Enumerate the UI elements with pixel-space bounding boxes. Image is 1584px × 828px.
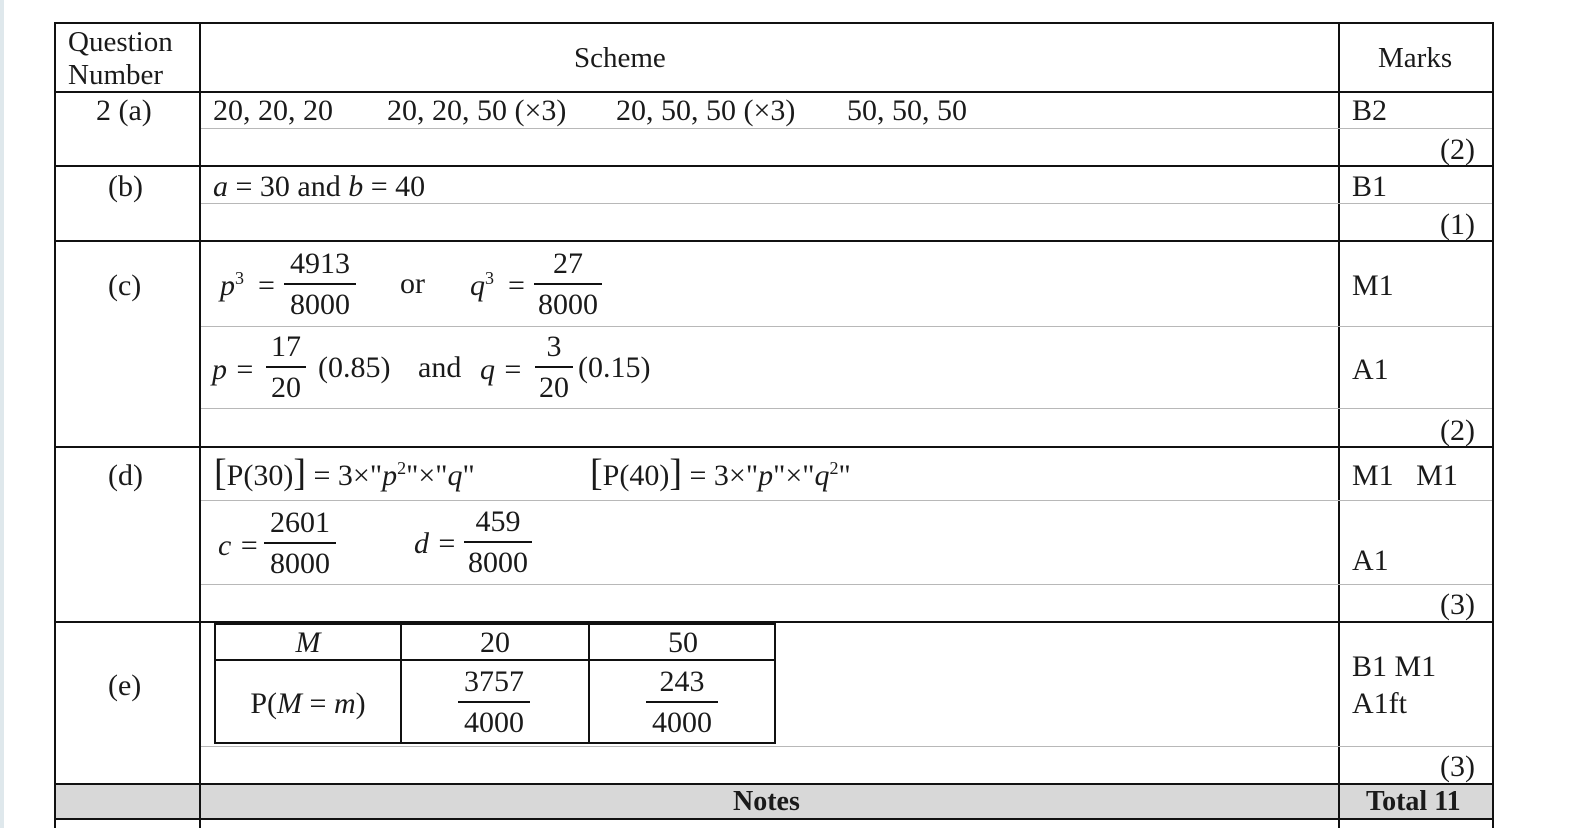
- part-a-outcome-1: 20, 20, 20: [213, 94, 333, 127]
- header-question-number-line2: Number: [68, 59, 164, 91]
- denominator: 8000: [468, 546, 528, 579]
- var-p: p: [758, 459, 774, 492]
- p30: P(30): [226, 459, 294, 492]
- numerator: 243: [646, 666, 718, 703]
- part-b-total: (1): [1440, 208, 1475, 241]
- part-a-label: 2 (a): [96, 94, 152, 127]
- part-b-text1: = 30 and: [228, 170, 349, 203]
- part-d-mark-2: A1: [1352, 544, 1389, 577]
- var-q: q: [470, 269, 485, 302]
- grid-line: [1338, 22, 1340, 828]
- grid-line: [54, 165, 1494, 167]
- var-m-lower: m: [333, 687, 356, 720]
- p-cubed: [220, 270, 244, 302]
- part-d-mark-1: M1 M1: [1352, 459, 1458, 492]
- denominator: 20: [539, 371, 569, 404]
- equals-sign: =: [508, 269, 525, 302]
- numerator: 4913: [284, 248, 356, 285]
- grid-line: [201, 128, 1492, 129]
- p-decimal: (0.85): [318, 351, 391, 384]
- total-marks: Total 11: [1366, 786, 1461, 817]
- and-text: and: [418, 351, 462, 384]
- numerator: 3757: [458, 666, 530, 703]
- rhs: ": [838, 459, 851, 492]
- part-e-label: (e): [108, 669, 142, 702]
- or-text: or: [400, 267, 425, 300]
- header-marks: Marks: [1378, 42, 1453, 74]
- grid-line: [54, 783, 1494, 785]
- prob-50-fraction: [646, 666, 718, 739]
- bracket: ]: [293, 452, 306, 494]
- numerator: 2601: [264, 507, 336, 544]
- part-b-label: (b): [108, 170, 143, 203]
- cube-exponent: 3: [235, 268, 244, 288]
- grid-line: [54, 818, 1494, 820]
- page-edge: [0, 0, 4, 828]
- bracket: [: [214, 452, 227, 494]
- part-c-mark-1: M1: [1352, 269, 1394, 302]
- table-head-m: M: [295, 626, 321, 659]
- equals-sign: =: [258, 269, 275, 302]
- numerator: 27: [534, 248, 602, 285]
- part-b-text2: = 40: [363, 170, 426, 203]
- grid-line: [54, 91, 1494, 93]
- part-a-total: (2): [1440, 133, 1475, 166]
- denominator: 4000: [652, 706, 712, 739]
- denominator: 8000: [270, 547, 330, 580]
- denominator: 4000: [464, 706, 524, 739]
- part-a-mark: B2: [1352, 94, 1388, 127]
- grid-line: [201, 584, 1492, 585]
- part-e-mark-line2: A1ft: [1352, 687, 1407, 720]
- grid-line: [201, 500, 1492, 501]
- q-fraction: [535, 331, 573, 404]
- rhs: "×": [773, 459, 815, 492]
- var-p: p: [382, 459, 398, 492]
- header-scheme: Scheme: [574, 42, 666, 74]
- grid-line: [54, 22, 56, 828]
- part-b-mark: B1: [1352, 170, 1388, 203]
- d-equals: d =: [414, 527, 457, 560]
- var-m-upper: M: [277, 687, 303, 720]
- c-equals: c =: [218, 529, 260, 562]
- grid-line: [201, 326, 1492, 327]
- q3-fraction: [534, 248, 602, 321]
- part-a-outcome-2: 20, 20, 50 (×3): [387, 94, 567, 127]
- part-b-answer: [213, 171, 425, 203]
- p30-expression: [214, 452, 475, 494]
- grid-line: [199, 22, 201, 828]
- row-label-part: =: [302, 687, 334, 720]
- cube-exponent: 3: [485, 268, 494, 288]
- part-d-label: (d): [108, 459, 143, 492]
- p-fraction: [266, 331, 306, 404]
- rhs: "×": [406, 459, 448, 492]
- grid-line: [54, 446, 1494, 448]
- part-c-mark-2: A1: [1352, 353, 1389, 386]
- square-exponent: 2: [829, 458, 839, 478]
- rhs: = 3×": [305, 459, 383, 492]
- numerator: 3: [535, 331, 573, 368]
- grid-line: [54, 22, 1494, 24]
- numerator: 17: [266, 331, 306, 368]
- grid-line: [201, 408, 1492, 409]
- part-a-outcome-3: 20, 50, 50 (×3): [616, 94, 796, 127]
- row-label-part: P(: [250, 687, 278, 720]
- table-head-20: 20: [480, 626, 510, 659]
- grid-line: [1492, 22, 1494, 828]
- p40-expression: [590, 452, 851, 494]
- rhs: ": [462, 459, 475, 492]
- bracket: [: [590, 452, 603, 494]
- denominator: 8000: [290, 288, 350, 321]
- var-p: p: [220, 269, 235, 302]
- q-cubed: [470, 270, 494, 302]
- rhs: = 3×": [681, 459, 759, 492]
- header-question-number-line1: Question: [68, 26, 173, 58]
- part-d-total: (3): [1440, 588, 1475, 621]
- q-decimal: (0.15): [578, 351, 651, 384]
- table-head-50: 50: [668, 626, 698, 659]
- part-a-outcome-4: 50, 50, 50: [847, 94, 967, 127]
- var-a: a: [213, 170, 228, 203]
- denominator: 20: [271, 371, 301, 404]
- p-equals: p =: [212, 353, 255, 386]
- row-label-part: ): [355, 687, 366, 720]
- notes-heading: Notes: [733, 786, 800, 817]
- denominator: 8000: [538, 288, 598, 321]
- var-q: q: [447, 459, 463, 492]
- part-e-total: (3): [1440, 750, 1475, 783]
- part-c-label: (c): [108, 269, 142, 302]
- p40: P(40): [602, 459, 670, 492]
- c-fraction: [264, 507, 336, 580]
- p3-fraction: [284, 248, 356, 321]
- grid-line: [201, 746, 1492, 747]
- table-row-label: [214, 688, 402, 720]
- numerator: 459: [464, 506, 532, 543]
- bracket: ]: [669, 452, 682, 494]
- grid-line: [201, 203, 1492, 204]
- grid-line: [54, 240, 1494, 242]
- d-fraction: [464, 506, 532, 579]
- part-e-mark-line1: B1 M1: [1352, 650, 1437, 683]
- prob-20-fraction: [458, 666, 530, 739]
- square-exponent: 2: [397, 458, 407, 478]
- var-q: q: [814, 459, 830, 492]
- part-c-total: (2): [1440, 414, 1475, 447]
- var-b: b: [348, 170, 364, 203]
- table-line: [214, 659, 776, 661]
- q-equals: q =: [480, 353, 523, 386]
